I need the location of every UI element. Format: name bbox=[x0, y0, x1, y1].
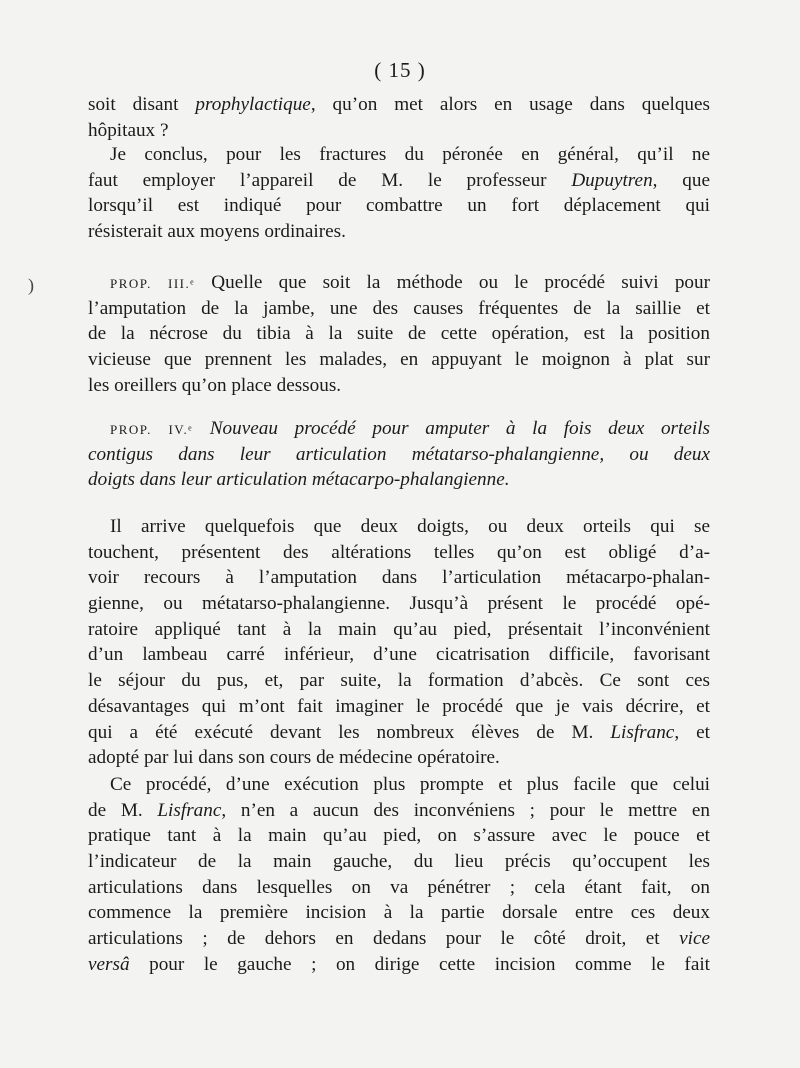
text-line: pratique tant à la main qu’au pied, on s’assure avec le pouce et bbox=[88, 825, 710, 847]
paragraph-procedure bbox=[88, 772, 710, 978]
text-line: doigts dans leur articulation métacarpo-phalangienne. bbox=[88, 469, 510, 491]
text-line: adopté par lui dans son cours de médecine opératoire. bbox=[88, 747, 500, 769]
text-line: articulations ; de dehors en dedans pour le côté droit, et vice bbox=[88, 928, 710, 950]
text-line: le séjour du pus, et, par suite, la formation d’abcès. Ce sont ces bbox=[88, 670, 710, 692]
text-line: Il arrive quelquefois que deux doigts, ou deux orteils qui se bbox=[110, 516, 710, 537]
text-line: PROP. IV.ᵉ Nouveau procédé pour amputer à la fois deux orteils bbox=[110, 418, 711, 439]
text-line: l’indicateur de la main gauche, du lieu précis qu’occupent les bbox=[88, 851, 710, 873]
proposition-4 bbox=[88, 416, 710, 493]
paragraph-conclusion bbox=[88, 142, 710, 245]
proposition-label: PROP. III.ᵉ bbox=[110, 276, 196, 291]
proposition-3 bbox=[88, 270, 710, 398]
text-line: contigus dans leur articulation métatarso-phalangienne, ou deux bbox=[88, 443, 710, 465]
text-line: Je conclus, pour les fractures du péronée en général, qu’il ne bbox=[110, 144, 710, 165]
text-line: désavantages qui m’ont fait imaginer le procédé que je vais décrire, et bbox=[88, 695, 710, 717]
text-line: résisterait aux moyens ordinaires. bbox=[88, 221, 346, 243]
text-line: faut employer l’appareil de M. le professeur Dupuytren, que bbox=[88, 169, 710, 191]
text-line: de la nécrose du tibia à la suite de cette opération, est la position bbox=[88, 323, 710, 345]
text-line: d’un lambeau carré inférieur, d’une cicatrisation difficile, favorisant bbox=[88, 644, 710, 666]
text-line: gienne, ou métatarso-phalangienne. Jusqu’à présent le procédé opé- bbox=[88, 593, 710, 615]
text-line: voir recours à l’amputation dans l’articulation métacarpo-phalan- bbox=[88, 567, 710, 589]
text-line: qui a été exécuté devant les nombreux élèves de M. Lisfranc, et bbox=[88, 721, 710, 743]
page-number: ( 15 ) bbox=[374, 58, 426, 82]
margin-mark: ) bbox=[28, 275, 34, 295]
text-line: ratoire appliqué tant à la main qu’au pied, présentait l’inconvénient bbox=[88, 618, 710, 640]
text-line: lorsqu’il est indiqué pour combattre un fort déplacement qui bbox=[88, 195, 710, 217]
proposition-label: PROP. IV.ᵉ bbox=[110, 422, 194, 437]
text-line: Ce procédé, d’une exécution plus prompte et plus facile que celui bbox=[110, 774, 710, 795]
text-line: l’amputation de la jambe, une des causes fréquentes de la saillie et bbox=[88, 297, 710, 319]
text-line: vicieuse que prennent les malades, en appuyant le moignon à plat sur bbox=[88, 349, 710, 371]
text-line: PROP. III.ᵉ Quelle que soit la méthode ou le procédé suivi pour bbox=[110, 272, 710, 293]
text-line: articulations dans lesquelles on va pénétrer ; cela étant fait, on bbox=[88, 876, 710, 898]
text-line: versâ pour le gauche ; on dirige cette incision comme le fait bbox=[88, 953, 710, 975]
text-line: commence la première incision à la partie dorsale entre ces deux bbox=[88, 902, 710, 924]
text-line: soit disant prophylactique, qu’on met alors en usage dans quelques bbox=[88, 94, 710, 115]
paragraph-description bbox=[88, 514, 710, 771]
text-line: les oreillers qu’on place dessous. bbox=[88, 374, 342, 396]
text-line: de M. Lisfranc, n’en a aucun des inconvéniens ; pour le mettre en bbox=[88, 799, 710, 821]
paragraph-continuation bbox=[88, 92, 710, 143]
text-line: hôpitaux ? bbox=[88, 119, 169, 141]
text-line: touchent, présentent des altérations telles qu’on est obligé d’a- bbox=[88, 541, 710, 563]
